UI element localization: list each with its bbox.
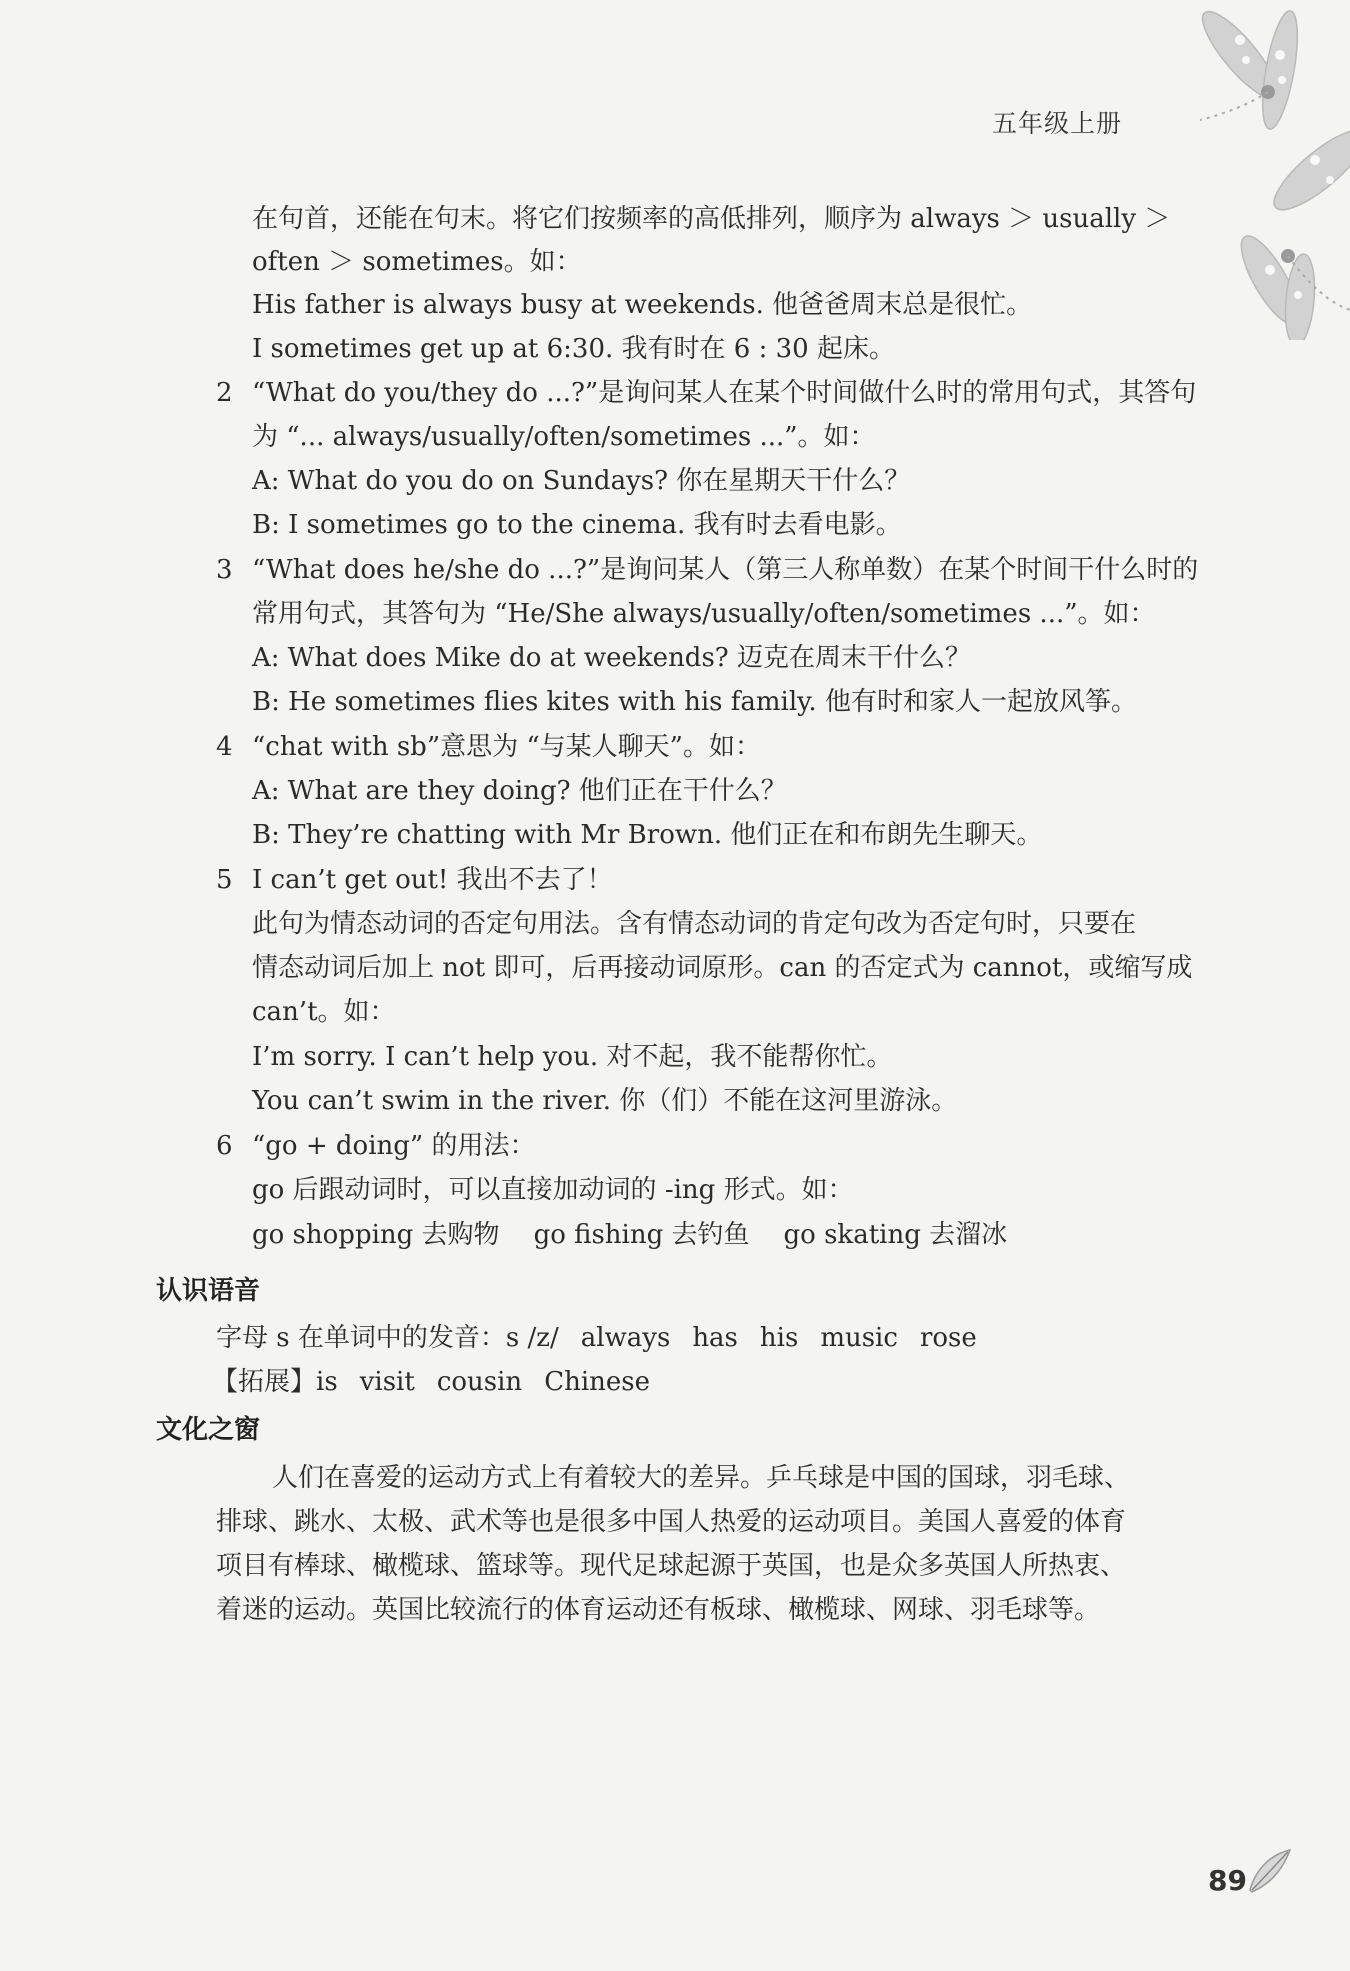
culture-line: 项目有棒球、橄榄球、篮球等。现代足球起源于英国，也是众多英国人所热衷、	[216, 1551, 1127, 1581]
extension-word: visit	[359, 1367, 415, 1397]
dragonfly-decoration	[1130, 0, 1350, 340]
phonics-intro: 字母 s 在单词中的发音：s /z/	[216, 1323, 559, 1353]
phonics-word: always	[580, 1323, 671, 1353]
culture-heading: 文化之窗	[156, 1415, 261, 1445]
text-line: You can’t swim in the river. 你（们）不能在这河里游泳。	[252, 1086, 958, 1116]
example-go-skating: go skating 去溜冰	[783, 1220, 1008, 1250]
text-line: I’m sorry. I can’t help you. 对不起，我不能帮你忙。	[252, 1042, 893, 1072]
leaf-icon	[1246, 1848, 1294, 1894]
culture-line: 排球、跳水、太极、武术等也是很多中国人热爱的运动项目。美国人喜爱的体育	[216, 1507, 1127, 1537]
text-line: B: He sometimes flies kites with his family. 他有时和家人一起放风筝。	[252, 687, 1137, 717]
text-line: I sometimes get up at 6:30. 我有时在 6 : 30 起床。	[252, 334, 895, 364]
text-line: “go + doing” 的用法：	[252, 1131, 536, 1161]
text-line: often ＞ sometimes。如：	[252, 247, 582, 277]
phonics-word: his	[759, 1323, 799, 1353]
text-line: His father is always busy at weekends. 他爸爸周末总是很忙。	[252, 290, 1033, 320]
culture-line: 人们在喜爱的运动方式上有着较大的差异。乒乓球是中国的国球，羽毛球、	[272, 1463, 1131, 1493]
text-line: B: They’re chatting with Mr Brown. 他们正在和布朗先生聊天。	[252, 820, 1043, 850]
text-line: I can’t get out! 我出不去了！	[252, 865, 613, 895]
item-number: 3	[216, 555, 233, 585]
phonics-word: music	[820, 1323, 898, 1353]
phonics-heading: 认识语音	[156, 1276, 261, 1306]
extension-word: cousin	[436, 1367, 523, 1397]
text-line: go 后跟动词时，可以直接加动词的 -ing 形式。如：	[252, 1175, 854, 1205]
text-line: “What does he/she do ...?”是询问某人（第三人称单数）在某个时间干什么时的	[252, 555, 1199, 585]
item-number: 2	[216, 378, 233, 408]
text-line: 情态动词后加上 not 即可，后再接动词原形。can 的否定式为 cannot，或缩写成	[252, 953, 1193, 983]
page-number: 89	[1208, 1864, 1247, 1897]
text-line: 在句首，还能在句末。将它们按频率的高低排列，顺序为 always ＞ usually ＞	[252, 204, 1171, 234]
culture-line: 着迷的运动。英国比较流行的体育运动还有板球、橄榄球、网球、羽毛球等。	[216, 1595, 1101, 1625]
text-line: A: What do you do on Sundays? 你在星期天干什么？	[252, 466, 911, 496]
phonics-word: rose	[919, 1323, 977, 1353]
text-line: 此句为情态动词的否定句用法。含有情态动词的肯定句改为否定句时，只要在	[252, 909, 1137, 939]
extension-label: 【拓展】	[212, 1367, 317, 1397]
phonics-line	[216, 1322, 977, 1354]
phonics-word: has	[692, 1323, 738, 1353]
example-go-shopping: go shopping 去购物	[252, 1220, 500, 1250]
text-line: A: What does Mike do at weekends? 迈克在周末干什么？	[252, 643, 971, 673]
text-line: 常用句式，其答句为 “He/She always/usually/often/sometimes ...”。如：	[252, 599, 1156, 629]
text-line: can’t。如：	[252, 997, 396, 1027]
page-header-title: 五年级上册	[992, 109, 1123, 138]
text-line: “chat with sb”意思为 “与某人聊天”。如：	[252, 732, 761, 762]
text-line: “What do you/they do ...?”是询问某人在某个时间做什么时的常用句式，其答句	[252, 378, 1197, 408]
item-number: 4	[216, 732, 233, 762]
extension-word: is	[316, 1367, 338, 1397]
text-line: 为 “... always/usually/often/sometimes ...”。如：	[252, 422, 876, 452]
item-number: 5	[216, 865, 233, 895]
text-line: B: I sometimes go to the cinema. 我有时去看电影。	[252, 510, 902, 540]
phonics-extension-line	[212, 1366, 650, 1398]
extension-word: Chinese	[544, 1367, 651, 1397]
example-go-fishing: go fishing 去钓鱼	[533, 1220, 750, 1250]
example-line	[252, 1219, 1007, 1251]
text-line: A: What are they doing? 他们正在干什么？	[252, 776, 787, 806]
item-number: 6	[216, 1131, 233, 1161]
